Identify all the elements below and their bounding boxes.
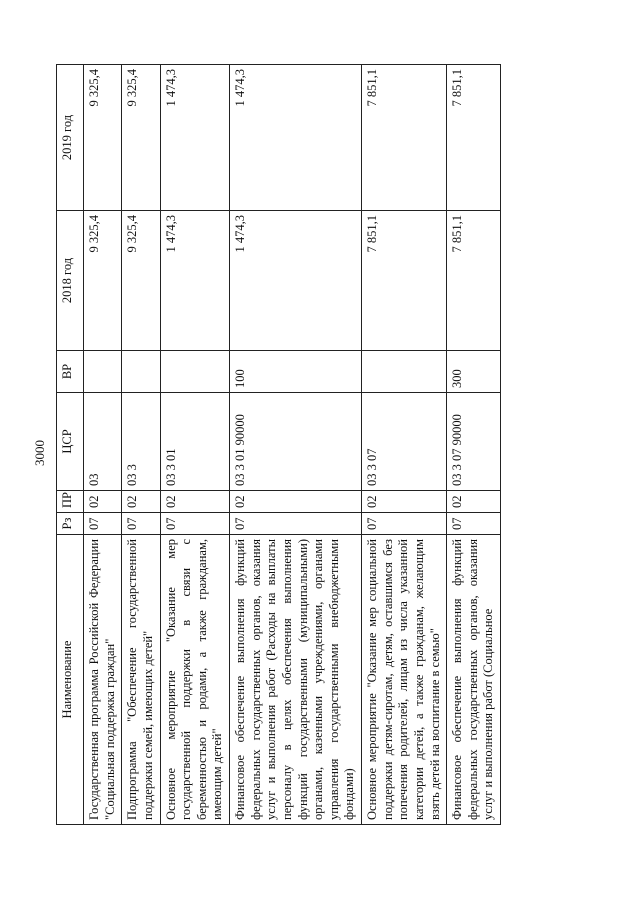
row-vr bbox=[362, 351, 447, 393]
row-rz: 07 bbox=[230, 513, 362, 535]
row-csr: 03 3 bbox=[122, 393, 160, 491]
row-pr: 02 bbox=[447, 491, 501, 513]
row-name: Основное мероприятие "Оказание мер государственной поддержки в связи с беременностью и родами, а также гражданам, имеющим детей" bbox=[160, 535, 230, 825]
header-rz: Рз bbox=[57, 513, 84, 535]
row-pr: 02 bbox=[230, 491, 362, 513]
row-rz: 07 bbox=[122, 513, 160, 535]
row-vr: 300 bbox=[447, 351, 501, 393]
budget-table bbox=[56, 64, 501, 825]
header-name: Наименование bbox=[57, 535, 84, 825]
page-number: 3000 bbox=[32, 440, 47, 466]
row-2019: 9 325,4 bbox=[84, 65, 122, 211]
row-vr bbox=[84, 351, 122, 393]
row-vr bbox=[160, 351, 230, 393]
row-name: Подпрограмма "Обеспечение государственной поддержки семей, имеющих детей" bbox=[122, 535, 160, 825]
row-csr: 03 3 01 90000 bbox=[230, 393, 362, 491]
table-row bbox=[447, 65, 501, 825]
header-pr: ПР bbox=[57, 491, 84, 513]
table-row bbox=[122, 65, 160, 825]
row-2019: 7 851,1 bbox=[447, 65, 501, 211]
row-csr: 03 3 07 90000 bbox=[447, 393, 501, 491]
row-2018: 7 851,1 bbox=[447, 211, 501, 351]
row-rz: 07 bbox=[160, 513, 230, 535]
row-name: Финансовое обеспечение выполнения функций федеральных государственных органов, оказания услуг и выполнения работ (Расходы на выплаты персоналу в целях обеспечения выполнения функций государственными (муниципальными) органами, казенными учреждениями, органами управления государственными внебюджетными фондами) bbox=[230, 535, 362, 825]
row-2019: 1 474,3 bbox=[160, 65, 230, 211]
row-csr: 03 bbox=[84, 393, 122, 491]
row-rz: 07 bbox=[362, 513, 447, 535]
row-vr: 100 bbox=[230, 351, 362, 393]
rotated-page bbox=[56, 65, 586, 825]
row-name: Государственная программа Российской Федерации "Социальная поддержка граждан" bbox=[84, 535, 122, 825]
row-rz: 07 bbox=[84, 513, 122, 535]
row-2019: 9 325,4 bbox=[122, 65, 160, 211]
table-row bbox=[362, 65, 447, 825]
table-row bbox=[160, 65, 230, 825]
row-name: Основное мероприятие "Оказание мер социальной поддержки детям-сиротам, детям, оставшимся без попечения родителей, лицам из числа указанной категории детей, а также гражданам, желающим взять детей на воспитание в семью" bbox=[362, 535, 447, 825]
row-2018: 9 325,4 bbox=[84, 211, 122, 351]
header-csr: ЦСР bbox=[57, 393, 84, 491]
header-row bbox=[57, 65, 84, 825]
header-2018: 2018 год bbox=[57, 211, 84, 351]
row-pr: 02 bbox=[84, 491, 122, 513]
row-2019: 1 474,3 bbox=[230, 65, 362, 211]
row-name: Финансовое обеспечение выполнения функций федеральных государственных органов, оказания услуг и выполнения работ (Социальное bbox=[447, 535, 501, 825]
row-csr: 03 3 01 bbox=[160, 393, 230, 491]
row-pr: 02 bbox=[160, 491, 230, 513]
row-2019: 7 851,1 bbox=[362, 65, 447, 211]
row-2018: 1 474,3 bbox=[160, 211, 230, 351]
header-vr: ВР bbox=[57, 351, 84, 393]
table-row bbox=[230, 65, 362, 825]
row-2018: 7 851,1 bbox=[362, 211, 447, 351]
table-row bbox=[84, 65, 122, 825]
row-2018: 1 474,3 bbox=[230, 211, 362, 351]
row-vr bbox=[122, 351, 160, 393]
row-csr: 03 3 07 bbox=[362, 393, 447, 491]
row-pr: 02 bbox=[122, 491, 160, 513]
row-2018: 9 325,4 bbox=[122, 211, 160, 351]
row-rz: 07 bbox=[447, 513, 501, 535]
header-2019: 2019 год bbox=[57, 65, 84, 211]
row-pr: 02 bbox=[362, 491, 447, 513]
